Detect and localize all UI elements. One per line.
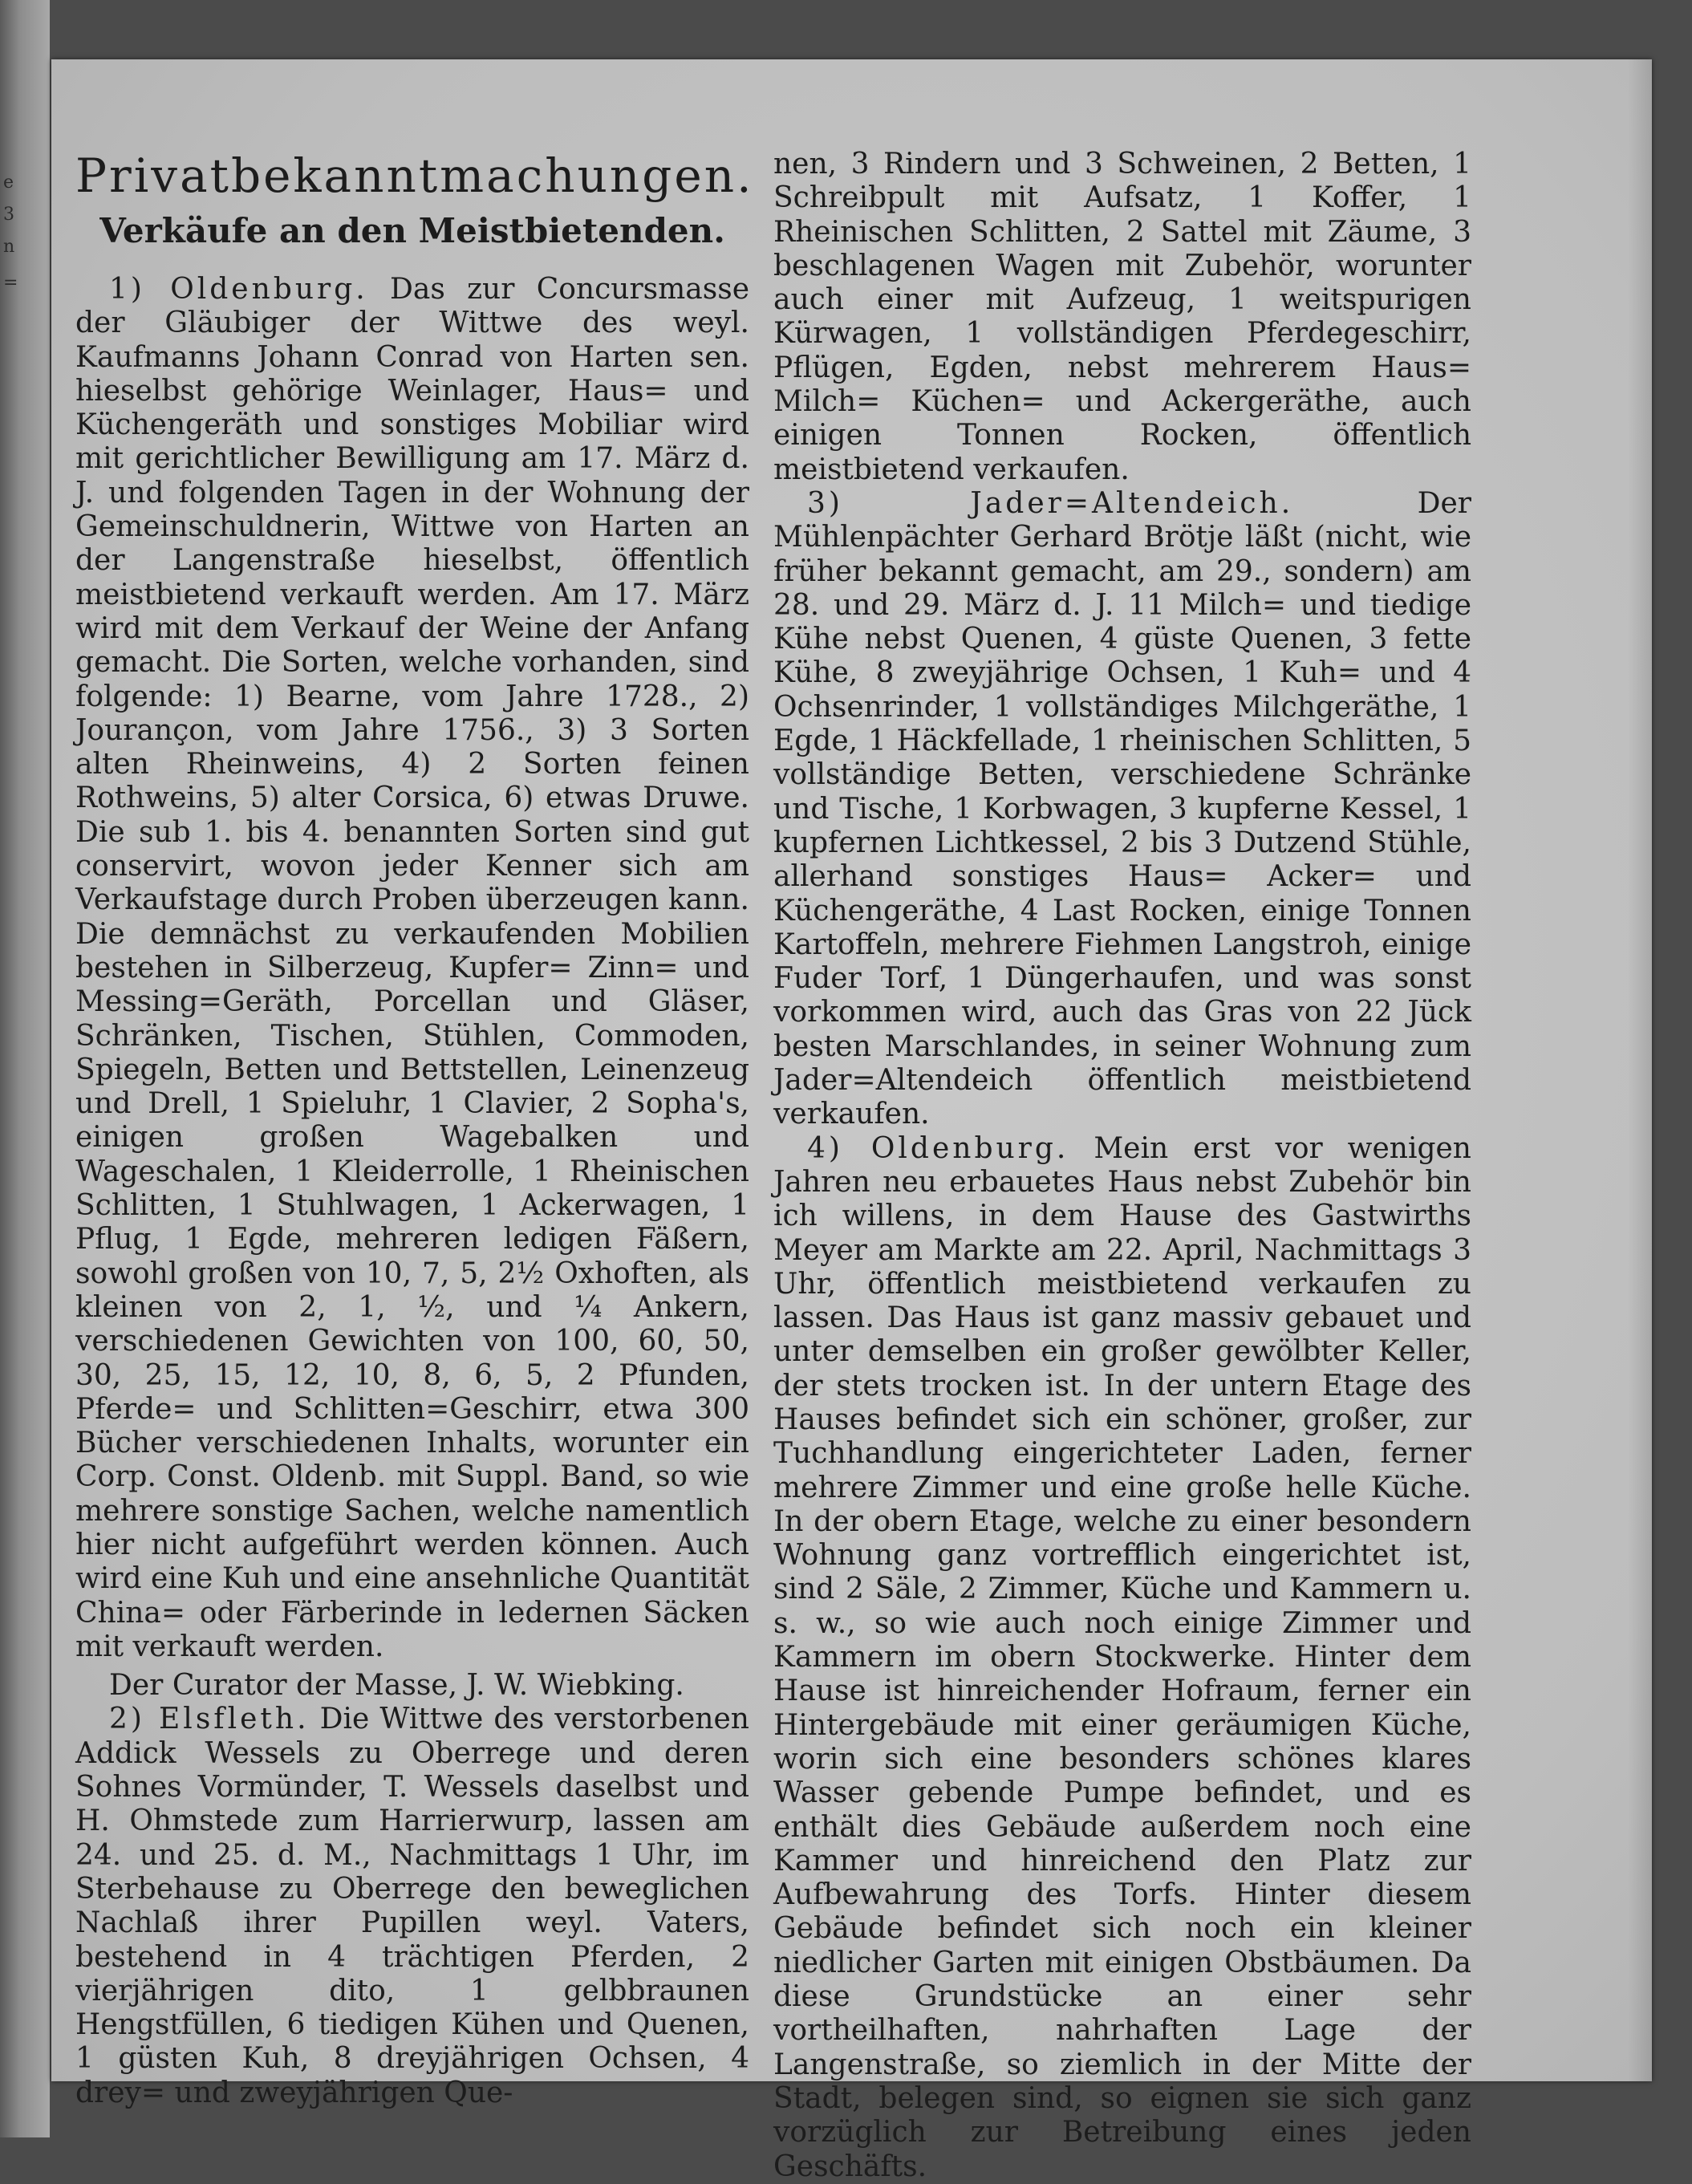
section-subheading: Verkäufe an den Meistbietenden. bbox=[99, 211, 725, 250]
notice-place: 4) Oldenburg. bbox=[807, 1131, 1069, 1165]
notice-place: 3) Jader=Altendeich. bbox=[807, 486, 1294, 520]
document-page bbox=[51, 59, 1652, 2183]
notice-text: Mein erst vor wenigen Jahren neu erbauetes Haus nebst Zubehör bin ich willens, in dem Hause des Gastwirths Meyer am Markte am 22. April, Nachmittags 3 Uhr, öffentlich meistbietend verkaufen zu lassen. Das Haus ist ganz massiv gebauet und unter demselben ein großer gewölbter Keller, der stets trocken ist. In der untern Etage des Hauses befindet sich ein schöner, großer, zur Tuchhandlung eingerichteter Laden, ferner mehrere Zimmer und eine große helle Küche. In der obern Etage, welche zu einer besondern Wohnung ganz vortrefflich eingerichtet ist, sind 2 Säle, 2 Zimmer, Küche und Kammern u. s. w., so wie auch noch einige Zimmer und Kammern im obern Stockwerke. Hinter dem Hause ist hinreichender Hofraum, ferner ein Hintergebäude mit einer geräumigen Küche, worin sich eine besonders schönes klares Wasser gebende Pumpe befindet, und es enthält dies Gebäude außerdem noch eine Kammer und hinreichend den Platz zur Aufbewahrung des Torfs. Hinter diesem Gebäude befindet sich noch ein kleiner niedlicher Garten mit einigen Obstbäumen. Da diese Grundstücke an einer sehr vortheilhaften, nahrhaften Lage der Langenstraße, so ziemlich in der Mitte der Stadt, belegen sind, so eignen sie sich ganz vorzüglich zur Betreibung eines jeden Geschäfts. bbox=[773, 1131, 1471, 2183]
notice-place: 2) Elsfleth. bbox=[109, 1703, 310, 1736]
notice-4 bbox=[773, 1132, 1471, 2184]
notice-2-continuation: nen, 3 Rindern und 3 Schweinen, 2 Betten, 1 Schreibpult mit Aufsatz, 1 Koffer, 1 Rheinischen Schlitten, 2 Sattel mit Zäume, 3 beschlagenen Wagen mit Zubehör, worunter auch einer mit Aufzeug, 1 weitspurigen Kürwagen, 1 vollständigen Pferdegeschirr, Pflügen, Egden, nebst mehrerem Haus= Milch= Küchen= und Ackergeräthe, auch einigen Tonnen Rocken, öffentlich meistbietend verkaufen. bbox=[773, 148, 1471, 486]
page-heading: Privatbekanntmachungen. bbox=[75, 148, 754, 203]
right-column bbox=[773, 148, 1471, 2184]
notice-text: Das zur Concursmasse der Gläubiger der Wittwe des weyl. Kaufmanns Johann Conrad von Harten sen. hieselbst gehörige Weinlager, Haus= und Küchengeräth und sonstiges Mobiliar wird mit gerichtlicher Bewilligung am 17. März d. J. und folgenden Tagen in der Wohnung der Gemeinschuldnerin, Wittwe von Harten an der Langenstraße hieselbst, öffentlich meistbietend verkauft werden. Am 17. März wird mit dem Verkauf der Weine der Anfang gemacht. Die Sorten, welche vorhanden, sind folgende: 1) Bearne, vom Jahre 1728., 2) Jourançon, vom Jahre 1756., 3) 3 Sorten alten Rheinweins, 4) 2 Sorten feinen Rothweins, 5) alter Corsica, 6) etwas Druwe. Die sub 1. bis 4. benannten Sorten sind gut conservirt, wovon jeder Kenner sich am Verkaufstage durch Proben überzeugen kann. Die demnächst zu verkaufenden Mobilien bestehen in Silberzeug, Kupfer= Zinn= und Messing=Geräth, Porcellan und Gläser, Schränken, Tischen, Stühlen, Commoden, Spiegeln, Betten und Bettstellen, Leinenzeug und Drell, 1 Spieluhr, 1 Clavier, 2 Sopha's, einigen großen Wagebalken und Wageschalen, 1 Kleiderrolle, 1 Rheinischen Schlitten, 1 Stuhlwagen, 1 Ackerwagen, 1 Pflug, 1 Egde, mehreren ledigen Fäßern, sowohl großen von 10, 7, 5, 2½ Oxhoften, als kleinen von 2, 1, ½, und ¼ Ankern, verschiedenen Gewichten von 100, 60, 50, 30, 25, 15, 12, 10, 8, 6, 5, 2 Pfunden, Pferde= und Schlitten=Geschirr, etwa 300 Bücher verschiedenen Inhalts, worunter ein Corp. Const. Oldenb. mit Suppl. Band, so wie mehrere sonstige Sachen, welche namentlich hier nicht aufgeführt werden können. Auch wird eine Kuh und eine ansehnliche Quantität China= oder Färberinde in ledernen Säcken mit verkauft werden. bbox=[75, 273, 749, 1663]
notice-text: Die Wittwe des verstorbenen Addick Wessels zu Oberrege und deren Sohnes Vormünder, T. Wessels daselbst und H. Ohmstede zum Harrierwurp, lassen am 24. und 25. d. M., Nachmittags 1 Uhr, im Sterbehause zu Oberrege den beweglichen Nachlaß ihrer Pupillen weyl. Vaters, bestehend in 4 trächtigen Pferden, 2 vierjährigen dito, 1 gelbbraunen Hengstfüllen, 6 tiedigen Kühen und Quenen, 1 güsten Kuh, 8 dreyjährigen Ochsen, 4 drey= und zweyjährigen Que- bbox=[75, 1703, 749, 2109]
previous-page-edge bbox=[0, 0, 50, 2137]
notice-signature: Der Curator der Masse, J. W. Wiebking. bbox=[109, 1669, 684, 1703]
notice-2 bbox=[75, 1703, 749, 2110]
page-edge-shadow bbox=[1628, 59, 1652, 2081]
notice-place: 1) Oldenburg. bbox=[109, 273, 368, 306]
prev-page-fragment: 3 bbox=[3, 205, 14, 225]
left-column bbox=[75, 148, 754, 2110]
prev-page-fragment: n bbox=[3, 237, 15, 257]
prev-page-fragment: e bbox=[3, 173, 14, 193]
prev-page-fragment: = bbox=[3, 273, 18, 293]
notice-3 bbox=[773, 487, 1471, 1132]
notice-1 bbox=[75, 273, 749, 1664]
notice-text: Der Mühlenpächter Gerhard Brötje läßt (nicht, wie früher bekannt gemacht, am 29., sondern) am 28. und 29. März d. J. 11 Milch= und tiedige Kühe nebst Quenen, 4 güste Quenen, 3 fette Kühe, 8 zweyjährige Ochsen, 1 Kuh= und 4 Ochsenrinder, 1 vollständiges Milchgeräthe, 1 Egde, 1 Häckfellade, 1 rheinischen Schlitten, 5 vollständige Betten, verschiedene Schränke und Tische, 1 Korbwagen, 3 kupferne Kessel, 1 kupfernen Lichtkessel, 2 bis 3 Dutzend Stühle, allerhand sonstiges Haus= Acker= und Küchengeräthe, 4 Last Rocken, einige Tonnen Kartoffeln, mehrere Fiehmen Langstroh, einige Fuder Torf, 1 Düngerhaufen, und was sonst vorkommen wird, auch das Gras von 22 Jück besten Marschlandes, in seiner Wohnung zum Jader=Altendeich öffentlich meistbietend verkaufen. bbox=[773, 486, 1471, 1131]
